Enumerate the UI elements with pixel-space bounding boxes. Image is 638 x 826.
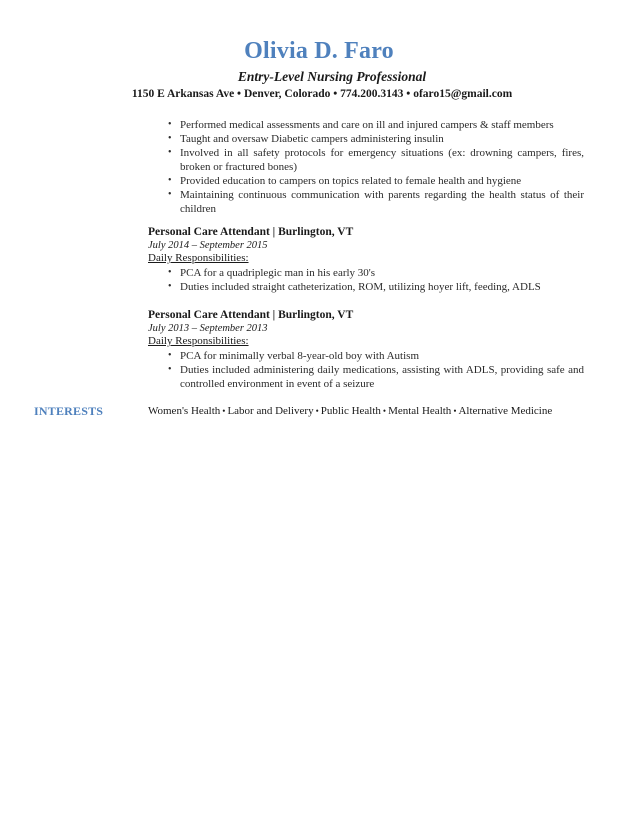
job-bullets — [168, 266, 584, 294]
job-entry — [148, 226, 584, 294]
list-item: • Taught and oversaw Diabetic campers administering insulin — [168, 133, 444, 145]
job-dates: July 2013 – September 2013 — [148, 323, 268, 334]
job-title: Personal Care Attendant | Burlington, VT — [148, 309, 354, 321]
candidate-headline: Entry-Level Nursing Professional — [237, 69, 427, 84]
separator-icon: • — [382, 406, 387, 416]
interest-item: Public Health — [320, 405, 381, 417]
bullet-icon: • — [168, 133, 172, 144]
job-title: Personal Care Attendant | Burlington, VT — [148, 226, 354, 238]
bullet-icon: • — [168, 281, 172, 292]
job-entry — [148, 309, 584, 391]
bullet-icon: • — [168, 147, 172, 158]
job-dates: July 2014 – September 2015 — [148, 240, 268, 251]
interests-heading: INTERESTS — [34, 404, 104, 418]
responsibilities-label: Daily Responsibilities: — [148, 252, 249, 264]
bullet-icon: • — [168, 267, 172, 278]
separator-icon: • — [222, 406, 226, 416]
list-item: • Performed medical assessments and care on ill and injured campers & staff members — [168, 119, 554, 131]
camp-experience-bullets — [168, 118, 584, 216]
list-item: • Involved in all safety protocols for emergency situations (ex: drowning campers, fires, broken or fractured bones) — [168, 147, 584, 173]
separator-icon: • — [315, 406, 319, 416]
list-item: • Duties included straight catheterization, ROM, utilizing hoyer lift, feeding, ADLS — [168, 281, 541, 293]
bullet-icon: • — [168, 175, 172, 186]
interest-item: Labor and Delivery — [227, 405, 314, 417]
job-bullets — [168, 349, 584, 391]
contact-line: 1150 E Arkansas Ave • Denver, Colorado • 774.200.3143 • ofaro15@gmail.com — [131, 88, 513, 100]
interest-item: Mental Health — [388, 405, 452, 417]
list-item: • Duties included administering daily medications, assisting with ADLS, providing safe and controlled environment in event of a seizure — [168, 364, 584, 390]
bullet-icon: • — [168, 350, 172, 361]
interest-item: Alternative Medicine — [458, 405, 553, 417]
interests-list — [148, 405, 552, 418]
list-item: • Maintaining continuous communication with parents regarding the health status of their children — [168, 189, 584, 215]
list-item: • Provided education to campers on topics related to female health and hygiene — [168, 175, 522, 187]
bullet-icon: • — [168, 189, 172, 200]
list-item: • PCA for a quadriplegic man in his early 30's — [168, 267, 376, 279]
separator-icon: • — [453, 406, 457, 416]
bullet-icon: • — [168, 364, 172, 375]
list-item: • PCA for minimally verbal 8-year-old boy with Autism — [168, 350, 420, 362]
responsibilities-label: Daily Responsibilities: — [148, 335, 249, 347]
bullet-icon: • — [168, 119, 172, 130]
candidate-name: Olivia D. Faro — [244, 38, 394, 64]
interest-item: Women's Health — [148, 405, 221, 417]
